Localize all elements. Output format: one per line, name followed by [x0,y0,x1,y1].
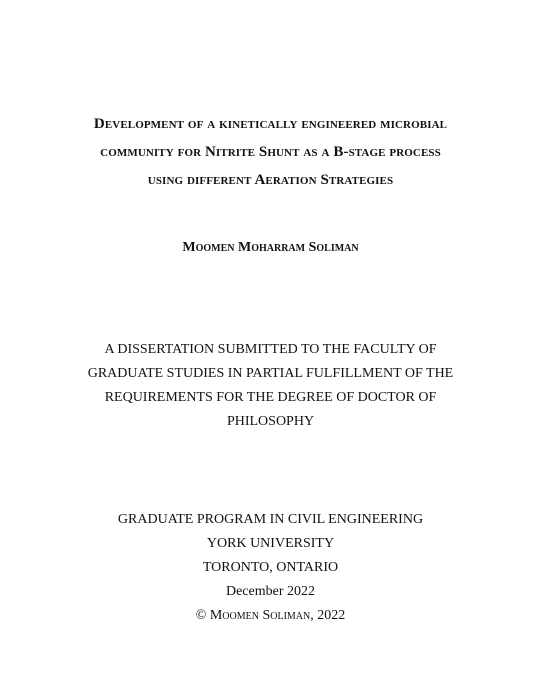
program-name: GRADUATE PROGRAM IN CIVIL ENGINEERING [117,512,424,527]
statement-line-2: GRADUATE STUDIES IN PARTIAL FULFILLMENT OF THE [87,366,454,381]
university-name: YORK UNIVERSITY [206,536,335,551]
copyright-name: Moomen Soliman [209,608,311,623]
submission-date: December 2022 [225,584,316,599]
title-line-1: Development of a kinetically engineered microbial [93,116,448,132]
statement-line-3: REQUIREMENTS FOR THE DEGREE OF DOCTOR OF [104,390,437,405]
statement-line-1: A DISSERTATION SUBMITTED TO THE FACULTY OF [104,342,437,357]
dissertation-title [40,110,501,194]
location: TORONTO, ONTARIO [202,560,339,575]
copyright-notice [40,604,501,628]
copyright-year: , 2022 [310,608,346,623]
title-line-3: using different Aeration Strategies [147,172,394,188]
program-info [40,508,501,628]
author-name: Moomen Moharram Soliman [182,240,359,255]
submission-statement [40,338,501,434]
title-line-2: community for Nitrite Shunt as a B-stage process [100,144,441,160]
statement-line-4: PHILOSOPHY [226,414,315,429]
copyright-symbol: © [195,608,207,623]
